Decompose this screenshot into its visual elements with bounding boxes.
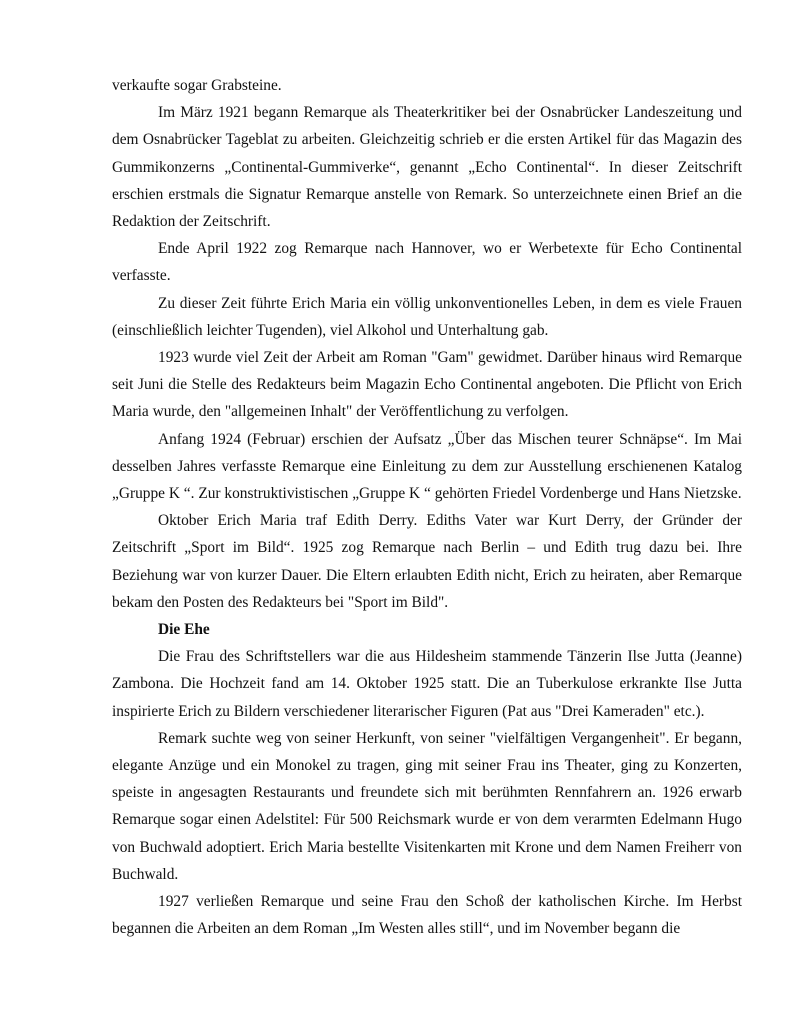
paragraph: Die Frau des Schriftstellers war die aus Hildesheim stammende Tänzerin Ilse Jutta (Jeanne) Zambona. Die Hochzeit fand am 14. Oktober 1925 statt. Die an Tuberkulose erkrankte Ilse Jutta inspirierte Erich zu Bildern verschiedener literarischer Figuren (Pat aus "Drei Kameraden" etc.). bbox=[112, 648, 742, 720]
section-heading: Die Ehe bbox=[158, 621, 210, 639]
paragraph: 1927 verließen Remarque und seine Frau den Schoß der katholischen Kirche. Im Herbst begannen die Arbeiten an dem Roman „Im Westen alles still“, und im November begann die bbox=[112, 893, 742, 938]
paragraph: Ende April 1922 zog Remarque nach Hannover, wo er Werbetexte für Echo Continental verfasste. bbox=[112, 240, 742, 285]
paragraph: 1923 wurde viel Zeit der Arbeit am Roman "Gam" gewidmet. Darüber hinaus wird Remarque seit Juni die Stelle des Redakteurs beim Magazin Echo Continental angeboten. Die Pflicht von Erich Maria wurde, den "allgemeinen Inhalt" der Veröffentlichung zu verfolgen. bbox=[112, 349, 742, 421]
paragraph: Zu dieser Zeit führte Erich Maria ein völlig unkonventionelles Leben, in dem es viele Frauen (einschließlich leichter Tugenden), viel Alkohol und Unterhaltung gab. bbox=[112, 294, 742, 339]
paragraph: Oktober Erich Maria traf Edith Derry. Ediths Vater war Kurt Derry, der Gründer der Zeitschrift „Sport im Bild“. 1925 zog Remarque nach Berlin – und Edith trug dazu bei. Ihre Beziehung war von kurzer Dauer. Die Eltern erlaubten Edith nicht, Erich zu heiraten, aber Remarque bekam den Posten des Redakteurs bei "Sport im Bild". bbox=[112, 512, 742, 611]
paragraph: Im März 1921 begann Remarque als Theaterkritiker bei der Osnabrücker Landeszeitung und dem Osnabrücker Tageblat zu arbeiten. Gleichzeitig schrieb er die ersten Artikel für das Magazin des Gummikonzerns „Continental-Gummiverke“, genannt „Echo Continental“. In dieser Zeitschrift erschien erstmals die Signatur Remarque anstelle von Remark. So unterzeichnete einen Brief an die Redaktion der Zeitschrift. bbox=[112, 104, 742, 231]
paragraph: verkaufte sogar Grabsteine. bbox=[112, 77, 282, 94]
paragraph: Anfang 1924 (Februar) erschien der Aufsatz „Über das Mischen teurer Schnäpse“. Im Mai desselben Jahres verfasste Remarque eine Einleitung zu dem zur Ausstellung erschienenen Katalog „Gruppe K “. Zur konstruktivistischen „Gruppe K “ gehörten Friedel Vordenberge und Hans Nietzske. bbox=[112, 430, 742, 503]
paragraph: Remark suchte weg von seiner Herkunft, von seiner "vielfältigen Vergangenheit". Er begann, elegante Anzüge und ein Monokel zu tragen, ging mit seiner Frau ins Theater, ging zu Konzerten, speiste in angesagten Restaurants und freundete sich mit berühmten Rennfahrern an. 1926 erwarb Remarque sogar einen Adelstitel: Für 500 Reichsmark wurde er von dem verarmten Edelmann Hugo von Buchwald adoptiert. Erich Maria bestellte Visitenkarten mit Krone und dem Namen Freiherr von Buchwald. bbox=[112, 729, 742, 883]
document-page bbox=[112, 72, 742, 943]
